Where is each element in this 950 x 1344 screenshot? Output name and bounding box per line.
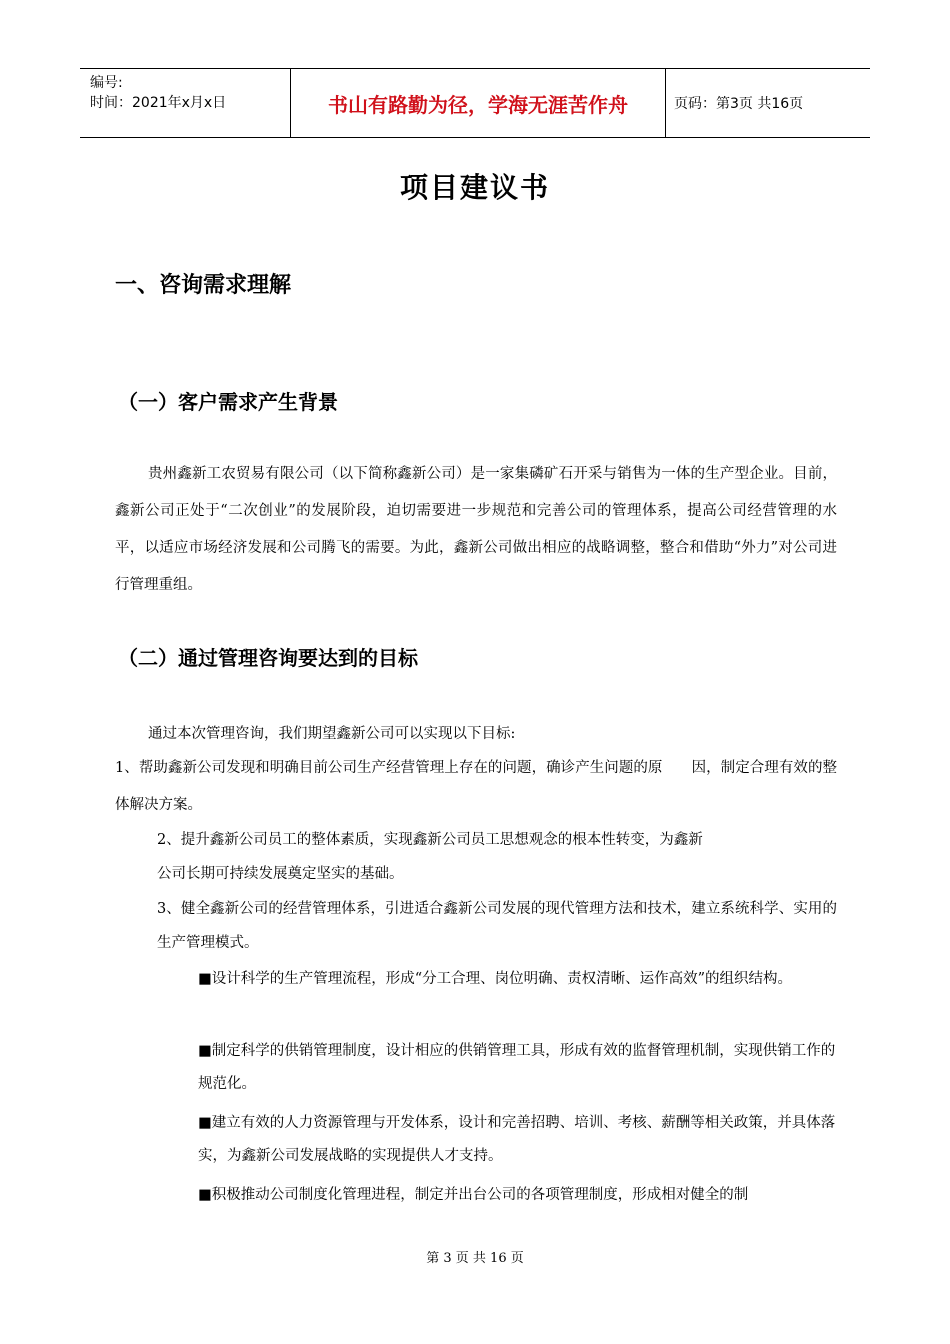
goals-intro: 通过本次管理咨询，我们期望鑫新公司可以实现以下目标: (148, 726, 516, 742)
goal-item-2-line-1: 2、提升鑫新公司员工的整体素质，实现鑫新公司员工思想观念的根本性转变，为鑫新 (157, 832, 703, 848)
page-header (80, 68, 870, 138)
subsection-heading-1: （一）客户需求产生背景 (118, 390, 338, 414)
header-left-cell (80, 69, 290, 137)
goal-item-2-line-2: 公司长期可持续发展奠定坚实的基础。 (157, 866, 404, 882)
goal-item-1: 1、帮助鑫新公司发现和明确目前公司生产经营管理上存在的问题，确诊产生问题的原 因，制定合理有效的整体解决方案。 (115, 760, 837, 813)
goal-bullet: ■设计科学的生产管理流程，形成“分工合理、岗位明确、责权清晰、运作高效”的组织结构。 (198, 971, 793, 987)
motto: 书山有路勤为径，学海无涯苦作舟 (290, 69, 666, 137)
background-paragraph: 贵州鑫新工农贸易有限公司（以下简称鑫新公司）是一家集磷矿石开采与销售为一体的生产型企业。目前，鑫新公司正处于“二次创业”的发展阶段，迫切需要进一步规范和完善公司的管理体系，提高公司经营管理的水平，以适应市场经济发展和公司腾飞的需要。为此，鑫新公司做出相应的战略调整，整合和借助“外力”对公司进行管理重组。 (115, 466, 837, 593)
goal-bullet: ■制定科学的供销管理制度，设计相应的供销管理工具，形成有效的监督管理机制，实现供销工作的规范化。 (198, 1043, 836, 1092)
goal-bullet: ■积极推动公司制度化管理进程，制定并出台公司的各项管理制度，形成相对健全的制 (198, 1187, 749, 1203)
page-footer: 第 3 页 共 16 页 (426, 1251, 524, 1266)
section-heading-1: 一、咨询需求理解 (115, 272, 292, 298)
time-label: 时间：2021年x月x日 (90, 95, 227, 111)
number-label: 编号: (90, 75, 123, 91)
document-title: 项目建议书 (399, 171, 550, 204)
page-label: 页码：第3页 共16页 (674, 96, 804, 112)
subsection-heading-2: （二）通过管理咨询要达到的目标 (118, 646, 418, 670)
goal-bullet: ■建立有效的人力资源管理与开发体系，设计和完善招聘、培训、考核、薪酬等相关政策，并具体落实，为鑫新公司发展战略的实现提供人才支持。 (198, 1115, 836, 1164)
goal-item-3: 3、健全鑫新公司的经营管理体系，引进适合鑫新公司发展的现代管理方法和技术，建立系统科学、实用的生产管理模式。 (157, 901, 837, 951)
